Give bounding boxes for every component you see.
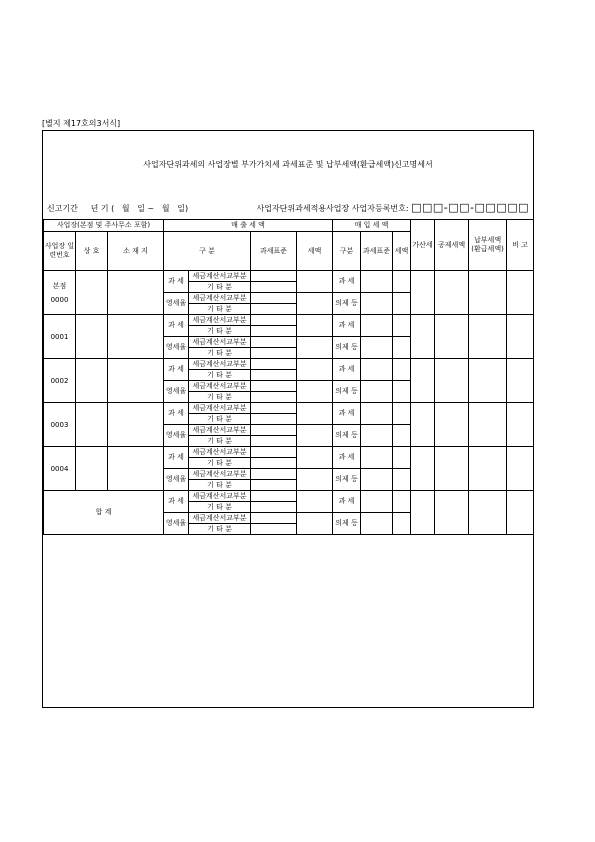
location-cell[interactable] — [108, 359, 164, 403]
purchase-category-cell: 의제 등 — [333, 513, 361, 535]
sales-tax-base-cell[interactable] — [251, 447, 297, 458]
form-id: [별지 제17호의3서식] — [42, 119, 121, 128]
deduction-tax-cell[interactable] — [435, 491, 469, 535]
workplace-no-cell: 0002 — [44, 359, 76, 403]
taxable-category-cell: 과 세 — [164, 315, 189, 337]
additional-tax-cell[interactable] — [411, 271, 435, 315]
additional-tax-cell[interactable] — [411, 403, 435, 447]
trade-name-cell[interactable] — [76, 271, 108, 315]
purchase-tax-amount-header: 세액 — [393, 232, 411, 271]
purchase-tax-base-cell[interactable] — [361, 403, 393, 425]
other-subcategory-cell: 기 타 분 — [189, 458, 251, 469]
purchase-category-cell: 의제 등 — [333, 293, 361, 315]
sales-tax-amount-cell[interactable] — [297, 491, 333, 513]
purchase-tax-amount-cell[interactable] — [393, 381, 411, 403]
taxable-category-cell: 과 세 — [164, 491, 189, 513]
purchase-tax-amount-cell[interactable] — [393, 293, 411, 315]
tax-base-header: 과세표준 — [251, 232, 297, 271]
sales-tax-base-cell[interactable] — [251, 293, 297, 304]
remarks-cell[interactable] — [507, 403, 534, 447]
additional-tax-cell[interactable] — [411, 447, 435, 491]
invoice-subcategory-cell: 세금계산서교부분 — [189, 447, 251, 458]
purchase-tax-base-cell[interactable] — [361, 491, 393, 513]
payable-tax-cell[interactable] — [469, 315, 507, 359]
purchase-tax-amount-cell[interactable] — [393, 447, 411, 469]
sales-tax-amount-cell[interactable] — [297, 293, 333, 315]
other-subcategory-cell: 기 타 분 — [189, 524, 251, 535]
purchase-tax-base-cell[interactable] — [361, 359, 393, 381]
remarks-cell[interactable] — [507, 359, 534, 403]
purchase-category-cell: 과 세 — [333, 447, 361, 469]
workplace-no-cell: 본점 0000 — [44, 271, 76, 315]
purchase-tax-base-cell[interactable] — [361, 271, 393, 293]
purchase-category-cell: 과 세 — [333, 271, 361, 293]
table-row — [44, 403, 534, 414]
other-subcategory-cell: 기 타 분 — [189, 502, 251, 513]
zero-rate-category-cell: 영세율 — [164, 513, 189, 535]
taxable-category-cell: 과 세 — [164, 271, 189, 293]
location-cell[interactable] — [108, 315, 164, 359]
taxable-category-cell: 과 세 — [164, 447, 189, 469]
purchase-tax-amount-cell[interactable] — [393, 513, 411, 535]
other-subcategory-cell: 기 타 분 — [189, 392, 251, 403]
reporting-period: 신고기간 년 기 ( 월 일 ~ 월 일) — [47, 204, 189, 213]
payable-tax-cell[interactable] — [469, 403, 507, 447]
invoice-subcategory-cell: 세금계산서교부분 — [189, 359, 251, 370]
sales-tax-header: 매 출 세 액 — [164, 220, 333, 232]
purchase-tax-base-cell[interactable] — [361, 337, 393, 359]
invoice-subcategory-cell: 세금계산서교부분 — [189, 513, 251, 524]
location-header: 소 재 지 — [108, 232, 164, 271]
purchase-tax-header: 매 입 세 액 — [333, 220, 411, 232]
purchase-category-cell: 과 세 — [333, 315, 361, 337]
location-cell[interactable] — [108, 403, 164, 447]
remarks-cell[interactable] — [507, 447, 534, 491]
zero-rate-category-cell: 영세율 — [164, 293, 189, 315]
location-cell[interactable] — [108, 271, 164, 315]
sales-tax-base-cell[interactable] — [251, 513, 297, 524]
table-row — [44, 447, 534, 458]
purchase-tax-amount-cell[interactable] — [393, 359, 411, 381]
location-cell[interactable] — [108, 447, 164, 491]
additional-tax-cell[interactable] — [411, 491, 435, 535]
purchase-tax-base-cell[interactable] — [361, 513, 393, 535]
workplace-no-cell: 0001 — [44, 315, 76, 359]
purchase-tax-base-cell[interactable] — [361, 469, 393, 491]
purchase-category-cell: 과 세 — [333, 359, 361, 381]
zero-rate-category-cell: 영세율 — [164, 425, 189, 447]
deduction-tax-cell[interactable] — [435, 271, 469, 315]
workplace-no-cell: 0003 — [44, 403, 76, 447]
sales-tax-base-cell[interactable] — [251, 271, 297, 282]
statement-table — [43, 219, 534, 535]
purchase-category-cell: 의제 등 — [333, 469, 361, 491]
trade-name-header: 상 호 — [76, 232, 108, 271]
taxable-category-cell: 과 세 — [164, 359, 189, 381]
purchase-tax-amount-cell[interactable] — [393, 425, 411, 447]
sales-tax-amount-cell[interactable] — [297, 381, 333, 403]
purchase-tax-base-cell[interactable] — [361, 425, 393, 447]
sales-tax-base-cell[interactable] — [251, 381, 297, 392]
registration-value[interactable]: □□□-□□-□□□□□ — [411, 201, 529, 214]
purchase-category-cell: 과 세 — [333, 403, 361, 425]
purchase-tax-base-cell[interactable] — [361, 315, 393, 337]
trade-name-cell[interactable] — [76, 315, 108, 359]
sales-tax-amount-cell[interactable] — [297, 513, 333, 535]
header-row-1 — [44, 220, 534, 232]
sales-tax-base-cell[interactable] — [251, 392, 297, 403]
payable-tax-cell[interactable] — [469, 271, 507, 315]
purchase-category-cell: 의제 등 — [333, 425, 361, 447]
other-subcategory-cell: 기 타 분 — [189, 304, 251, 315]
sales-tax-base-cell[interactable] — [251, 502, 297, 513]
invoice-subcategory-cell: 세금계산서교부분 — [189, 425, 251, 436]
sales-tax-base-cell[interactable] — [251, 315, 297, 326]
purchase-category-header: 구분 — [333, 232, 361, 271]
sales-tax-base-cell[interactable] — [251, 326, 297, 337]
invoice-subcategory-cell: 세금계산서교부분 — [189, 293, 251, 304]
sales-tax-base-cell[interactable] — [251, 370, 297, 381]
purchase-tax-amount-cell[interactable] — [393, 491, 411, 513]
tax-amount-header: 세액 — [297, 232, 333, 271]
registration-label: 사업자단위과세적용사업장 사업자등록번호: — [256, 204, 409, 213]
additional-tax-cell[interactable] — [411, 359, 435, 403]
sales-tax-base-cell[interactable] — [251, 491, 297, 502]
sales-tax-base-cell[interactable] — [251, 480, 297, 491]
purchase-category-cell: 과 세 — [333, 491, 361, 513]
invoice-subcategory-cell: 세금계산서교부분 — [189, 403, 251, 414]
purchase-tax-base-cell[interactable] — [361, 447, 393, 469]
purchase-tax-amount-cell[interactable] — [393, 403, 411, 425]
zero-rate-category-cell: 영세율 — [164, 381, 189, 403]
other-subcategory-cell: 기 타 분 — [189, 348, 251, 359]
invoice-subcategory-cell: 세금계산서교부분 — [189, 491, 251, 502]
sales-tax-base-cell[interactable] — [251, 436, 297, 447]
deduction-tax-cell[interactable] — [435, 403, 469, 447]
deduction-tax-cell[interactable] — [435, 315, 469, 359]
zero-rate-category-cell: 영세율 — [164, 469, 189, 491]
sales-tax-amount-cell[interactable] — [297, 337, 333, 359]
sales-tax-base-cell[interactable] — [251, 403, 297, 414]
workplace-group-header: 사업장(본점 및 주사무소 포함) — [44, 220, 164, 232]
other-subcategory-cell: 기 타 분 — [189, 326, 251, 337]
remarks-header: 비 고 — [507, 220, 534, 271]
form-title: 사업자단위과세의 사업장별 부가가치세 과세표준 및 납부세액(환급세액)신고명세서 — [143, 160, 433, 169]
form-frame — [42, 130, 534, 708]
sales-tax-amount-cell[interactable] — [297, 447, 333, 469]
purchase-tax-base-header: 과세표준 — [361, 232, 393, 271]
payable-tax-header: 납부세액 (환급세액) — [469, 220, 507, 271]
table-row — [44, 315, 534, 326]
sales-tax-base-cell[interactable] — [251, 359, 297, 370]
invoice-subcategory-cell: 세금계산서교부분 — [189, 315, 251, 326]
purchase-tax-base-cell[interactable] — [361, 381, 393, 403]
sales-tax-base-cell[interactable] — [251, 348, 297, 359]
purchase-category-cell: 의제 등 — [333, 337, 361, 359]
sales-tax-base-cell[interactable] — [251, 469, 297, 480]
trade-name-cell[interactable] — [76, 403, 108, 447]
table-row — [44, 359, 534, 370]
sales-tax-amount-cell[interactable] — [297, 315, 333, 337]
sales-tax-base-cell[interactable] — [251, 425, 297, 436]
purchase-category-cell: 의제 등 — [333, 381, 361, 403]
additional-tax-header: 가산세 — [411, 220, 435, 271]
invoice-subcategory-cell: 세금계산서교부분 — [189, 337, 251, 348]
payable-tax-cell[interactable] — [469, 491, 507, 535]
workplace-no-header: 사업장 일련번호 — [44, 232, 76, 271]
table-row — [44, 271, 534, 282]
sales-tax-amount-cell[interactable] — [297, 469, 333, 491]
remarks-cell[interactable] — [507, 271, 534, 315]
sales-tax-amount-cell[interactable] — [297, 425, 333, 447]
purchase-tax-base-cell[interactable] — [361, 293, 393, 315]
deduction-tax-header: 공제세액 — [435, 220, 469, 271]
deduction-tax-cell[interactable] — [435, 359, 469, 403]
payable-tax-cell[interactable] — [469, 447, 507, 491]
sales-tax-base-cell[interactable] — [251, 282, 297, 293]
category-header: 구 분 — [164, 232, 251, 271]
sales-tax-amount-cell[interactable] — [297, 359, 333, 381]
remarks-cell[interactable] — [507, 315, 534, 359]
trade-name-cell[interactable] — [76, 359, 108, 403]
other-subcategory-cell: 기 타 분 — [189, 436, 251, 447]
remarks-cell[interactable] — [507, 491, 534, 535]
zero-rate-category-cell: 영세율 — [164, 337, 189, 359]
other-subcategory-cell: 기 타 분 — [189, 282, 251, 293]
purchase-tax-amount-cell[interactable] — [393, 271, 411, 293]
taxable-category-cell: 과 세 — [164, 403, 189, 425]
invoice-subcategory-cell: 세금계산서교부분 — [189, 271, 251, 282]
purchase-tax-amount-cell[interactable] — [393, 337, 411, 359]
purchase-tax-amount-cell[interactable] — [393, 469, 411, 491]
total-label-cell: 합 계 — [44, 491, 164, 535]
sales-tax-base-cell[interactable] — [251, 337, 297, 348]
trade-name-cell[interactable] — [76, 447, 108, 491]
workplace-no-cell: 0004 — [44, 447, 76, 491]
sales-tax-base-cell[interactable] — [251, 414, 297, 425]
invoice-subcategory-cell: 세금계산서교부분 — [189, 469, 251, 480]
other-subcategory-cell: 기 타 분 — [189, 414, 251, 425]
sales-tax-amount-cell[interactable] — [297, 271, 333, 293]
deduction-tax-cell[interactable] — [435, 447, 469, 491]
sales-tax-base-cell[interactable] — [251, 458, 297, 469]
table-row — [44, 491, 534, 502]
other-subcategory-cell: 기 타 분 — [189, 480, 251, 491]
sales-tax-amount-cell[interactable] — [297, 403, 333, 425]
sales-tax-base-cell[interactable] — [251, 304, 297, 315]
registration-number — [257, 201, 530, 214]
other-subcategory-cell: 기 타 분 — [189, 370, 251, 381]
payable-tax-cell[interactable] — [469, 359, 507, 403]
sales-tax-base-cell[interactable] — [251, 524, 297, 535]
invoice-subcategory-cell: 세금계산서교부분 — [189, 381, 251, 392]
purchase-tax-amount-cell[interactable] — [393, 315, 411, 337]
additional-tax-cell[interactable] — [411, 315, 435, 359]
